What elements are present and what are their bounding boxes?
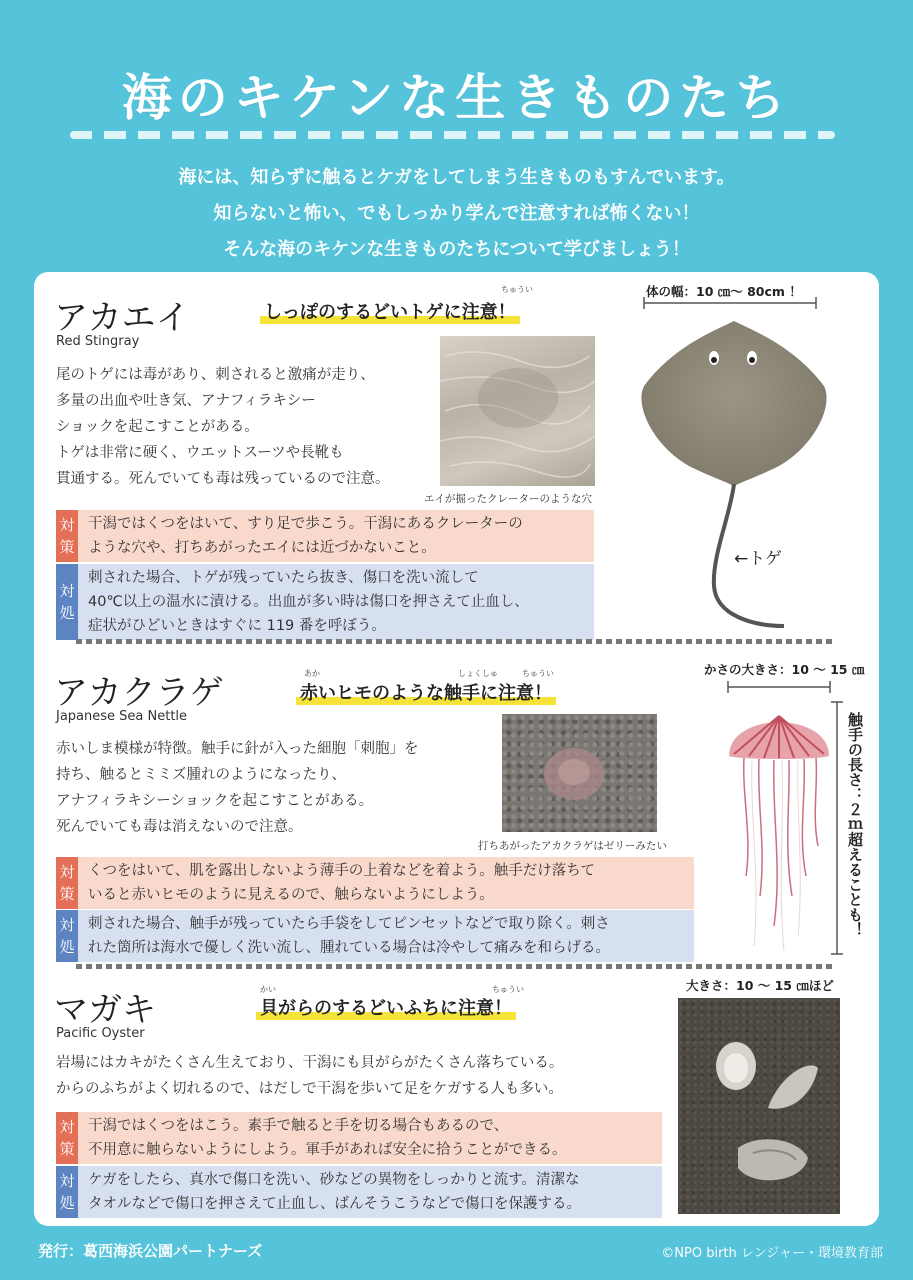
ruby-chuui: ちゅうい xyxy=(522,669,554,678)
stingray-warning: しっぽのするどいトゲに注意！ xyxy=(260,298,520,324)
page-title: 海のキケンな生きものたち xyxy=(121,69,792,127)
oyster-countermeasure xyxy=(56,1112,662,1164)
intro-text xyxy=(0,160,913,268)
oyster-photo xyxy=(678,998,840,1214)
text-line: 持ち、触るとミミズ腫れのようになったり、 xyxy=(56,767,346,783)
stingray-illustration xyxy=(634,316,834,636)
treatment-text: 刺された場合、触手が残っていたら手袋をしてピンセットなどで取り除く。刺さ れた箇所は海水で優しく洗い流し、腫れている場合は冷やして痛みを和らげる。 xyxy=(78,910,694,962)
crater-photo-texture xyxy=(440,336,595,486)
jelly-bell-label: かさの大きさ：10 〜 15 ㎝ xyxy=(704,662,865,677)
text-line: 岩場にはカキがたくさん生えており、干潟にも貝がらがたくさん落ちている。 xyxy=(56,1055,564,1071)
countermeasure-text: 干潟ではくつをはいて、すり足で歩こう。干潟にあるクレーターの ような穴や、打ちあがったエイには近づかないこと。 xyxy=(78,510,594,562)
ruby-aka: あか xyxy=(304,669,320,678)
warning-ruby: ちゅうい xyxy=(501,285,533,294)
jelly-warning: 赤いヒモのような触手に注意！ xyxy=(296,679,556,705)
ruby-kai: かい xyxy=(260,985,276,994)
text-line: 赤いしま模様が特徴。触手に針が入った細胞「刺胞」を xyxy=(56,741,419,757)
treatment-text: ケガをしたら、真水で傷口を洗い、砂などの異物をしっかりと流す。清潔な タオルなどで傷口を押さえて止血し、ばんそうこうなどで傷口を保護する。 xyxy=(78,1166,662,1218)
jelly-countermeasure xyxy=(56,857,694,909)
width-indicator xyxy=(640,296,820,310)
content-panel xyxy=(34,272,879,1226)
stingray-description xyxy=(56,362,446,492)
taisho-tag: 対 処 xyxy=(56,564,78,640)
jelly-caption: 打ちあがったアカクラゲはゼリーみたい xyxy=(478,840,667,852)
treatment-text: 刺された場合、トゲが残っていたら抜き、傷口を洗い流して 40℃以上の温水に漬ける。出血が多い時は傷口を押さえて止血し、 症状がひどいときはすぐに 119 番を呼ぼう。 xyxy=(78,564,594,640)
oyster-size-label: 大きさ：10 〜 15 ㎝ほど xyxy=(686,978,834,993)
taisho-tag: 対 処 xyxy=(56,910,78,962)
oyster-name: マガキ xyxy=(54,990,156,1030)
crater-caption: エイが掘ったクレーターのような穴 xyxy=(424,493,592,505)
stingray-treatment xyxy=(56,564,594,640)
publisher: 発行：葛西海浜公園パートナーズ xyxy=(38,1242,263,1260)
stingray-name: アカエイ xyxy=(54,298,190,338)
jelly-name: アカクラゲ xyxy=(54,673,224,713)
intro-line: そんな海のキケンな生きものたちについて学びましょう！ xyxy=(223,239,690,260)
text-line: からのふちがよく切れるので、はだしで干潟を歩いて足をケガする人も多い。 xyxy=(56,1081,563,1097)
oyster-shells xyxy=(678,998,840,1214)
oyster-warning: 貝がらのするどいふちに注意！ xyxy=(256,994,516,1020)
taisaku-tag: 対 策 xyxy=(56,510,78,562)
jelly-photo xyxy=(502,714,657,832)
ruby-shokushu: しょくしゅ xyxy=(458,669,498,678)
intro-line: 知らないと怖い、でもしっかり学んで注意すれば怖くない！ xyxy=(213,203,700,224)
tentacle-indicator xyxy=(830,700,844,956)
text-line: トゲは非常に硬く、ウエットスーツや長靴も xyxy=(56,445,344,461)
jelly-treatment xyxy=(56,910,694,962)
taisaku-tag: 対 策 xyxy=(56,1112,78,1164)
crater-photo xyxy=(440,336,595,486)
title-underline xyxy=(70,131,835,139)
countermeasure-text: くつをはいて、肌を露出しないよう薄手の上着などを着よう。触手だけ落ちて いると赤いヒモのように見えるので、触らないようにしよう。 xyxy=(78,857,694,909)
oyster-treatment xyxy=(56,1166,662,1218)
jelly-illustration xyxy=(724,696,834,956)
credit: ©NPO birth レンジャー・環境教育部 xyxy=(661,1246,883,1261)
taisaku-tag: 対 策 xyxy=(56,857,78,909)
taisho-tag: 対 処 xyxy=(56,1166,78,1218)
text-line: 貫通する。死んでいても毒は残っているので注意。 xyxy=(56,471,390,487)
intro-line: 海には、知らずに触るとケガをしてしまう生きものもすんでいます。 xyxy=(178,167,735,188)
jelly-en-name: Japanese Sea Nettle xyxy=(56,709,188,724)
text-line: ショックを起こすことがある。 xyxy=(56,419,259,435)
text-line: 多量の出血や吐き気、アナフィラキシー xyxy=(56,393,316,409)
text-line: 尾のトゲには毒があり、刺されると激痛が走り、 xyxy=(56,367,375,383)
countermeasure-text: 干潟ではくつをはこう。素手で触ると手を切る場合もあるので、 不用意に触らないようにしよう。軍手があれば安全に拾うことができる。 xyxy=(78,1112,662,1164)
ruby-chuui: ちゅうい xyxy=(492,985,524,994)
text-line: アナフィラキシーショックを起こすことがある。 xyxy=(56,793,374,809)
stingray-en-name: Red Stingray xyxy=(56,334,140,349)
text-line: 死んでいても毒は消えないので注意。 xyxy=(56,819,303,835)
section-separator xyxy=(76,964,836,969)
jelly-photo-overlay xyxy=(502,714,657,832)
jelly-description xyxy=(56,736,516,840)
stingray-width-label: 体の幅：10 ㎝〜 80cm ！ xyxy=(646,284,802,299)
oyster-en-name: Pacific Oyster xyxy=(56,1026,145,1041)
bell-indicator xyxy=(724,680,834,694)
tentacle-length-label: 触手の長さ：２ｍ超えることも！ xyxy=(846,712,864,937)
section-separator xyxy=(76,639,836,644)
stingray-countermeasure xyxy=(56,510,594,562)
spine-label: ←トゲ xyxy=(734,549,782,569)
oyster-description xyxy=(56,1050,676,1102)
